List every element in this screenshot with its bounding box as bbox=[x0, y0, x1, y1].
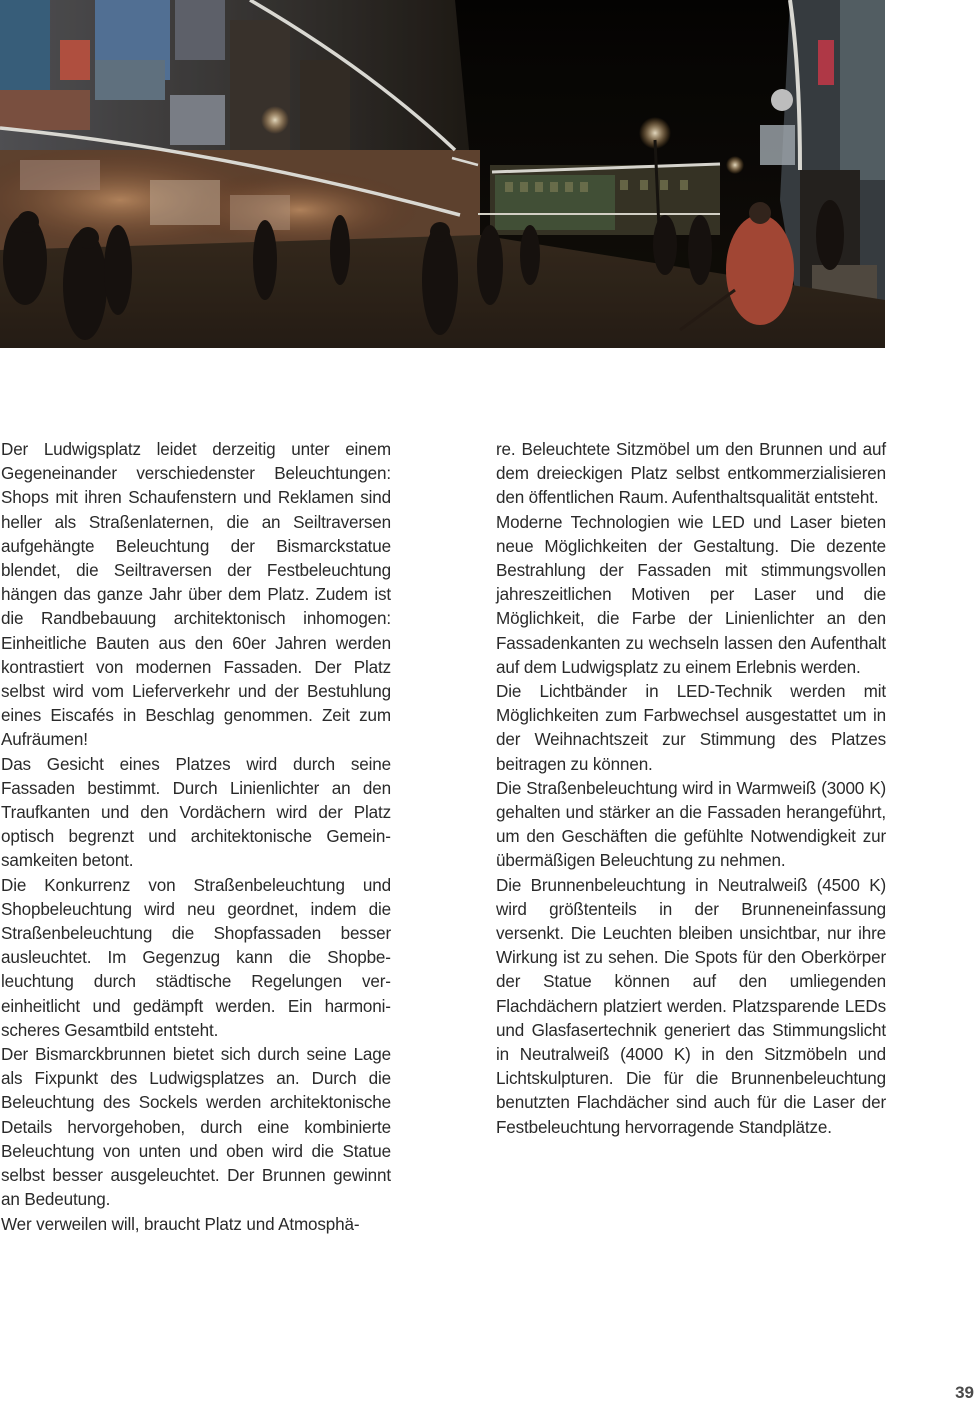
paragraph: Moderne Technologien wie LED und Laser bieten neue Möglichkeiten der Gestaltung. Die dezente Bestrahlung der Fassaden mit stimmungsvollen jahreszeitlichen Motiven per Laser und die Möglichkeit, die Farbe der Linienlichter an den Fassadenkanten zu wechseln lassen den Aufenthalt auf dem Ludwigsplatz zu einem Erlebnis werden. bbox=[496, 512, 886, 677]
body-text-left-column bbox=[1, 438, 391, 1237]
paragraph: re. Beleuchtete Sitzmöbel um den Brunnen und auf dem dreieckigen Platz selbst entkommerzialisieren den öffentlichen Raum. Aufenthaltsqualität entsteht. bbox=[496, 440, 886, 508]
paragraph: Die Brunnenbeleuchtung in Neutralweiß (4500 K) wird größtenteils in der Brunneneinfassung versenkt. Die Leuchten bleiben unsichtbar, nur ihre Wirkung ist zu sehen. Die Spots für den Oberkörper der Statue können auf den umliegenden Flachdächern platziert werden. Platzsparende LEDs und Glasfasertechnik generiert das Stimmungslicht in Neutralweiß (4000 K) in den Sitzmöbeln und Lichtskulpturen. Die für die Brunnenbeleuchtung benutzten Flachdächer sind auch für die Laser der Festbeleuchtung hervorragende Standplätze. bbox=[496, 875, 886, 1137]
page-number: 39 bbox=[955, 1383, 974, 1402]
paragraph: Der Bismarckbrunnen bietet sich durch seine Lage als Fixpunkt des Ludwigsplatzes an. Durch die Beleuchtung des Sockels werden architektonische Details hervorgehoben, durch eine kombinierte Beleuchtung von unten und oben wird die Statue selbst besser ausgeleuchtet. Der Brunnen gewinnt an Bedeutung. bbox=[1, 1045, 391, 1210]
paragraph: Die Lichtbänder in LED-Technik werden mit Möglichkeiten zum Farbwechsel ausgestattet um in der Weihnachtszeit zur Stimmung des Platzes beitragen zu können. bbox=[496, 682, 886, 774]
paragraph: Die Konkurrenz von Straßenbeleuchtung und Shopbeleuchtung wird neu geordnet, indem die Straßenbeleuchtung die Shopfassaden besser ausleuchtet. Im Gegenzug kann die Shopbeleuchtung durch städtische Regelungen vereinheitlicht und gedämpft werden. Ein harmonischeres Gesamtbild entsteht. bbox=[1, 875, 391, 1040]
paragraph: Der Ludwigsplatz leidet derzeitig unter einem Gegeneinander verschiedenster Beleuchtungen: Shops mit ihren Schaufenstern und Reklamen sind heller als Straßenlaternen, die an Seiltraversen aufgehängte Beleuchtung der Bismarckstatue blendet, die Seiltraversen der Festbeleuchtung hängen das ganze Jahr über dem Platz. Zudem ist die Randbebauung architektonisch inhomogen: Einheitliche Bauten aus den 60er Jahren werden kontrastiert von modernen Fassaden. Der Platz selbst wird vom Lieferverkehr und der Bestuhlung eines Eiscafés in Beschlag genommen. Zeit zum Aufräumen! bbox=[1, 440, 391, 750]
paragraph: Wer verweilen will, braucht Platz und Atmosphä- bbox=[1, 1214, 360, 1234]
night-street-scene bbox=[0, 0, 885, 348]
body-text-right-column bbox=[496, 438, 886, 1140]
night-street-photo bbox=[0, 0, 885, 348]
paragraph: Das Gesicht eines Platzes wird durch seine Fassaden bestimmt. Durch Linienlichter an den Traufkanten und den Vordächern wird der Platz optisch begrenzt und architektonische Gemeinsamkeiten betont. bbox=[1, 754, 391, 871]
paragraph: Die Straßenbeleuchtung wird in Warmweiß (3000 K) gehalten und stärker an die Fassaden herangeführt, um den Geschäften die gefühlte Notwendigkeit zur übermäßigen Beleuchtung zu nehmen. bbox=[496, 778, 886, 871]
